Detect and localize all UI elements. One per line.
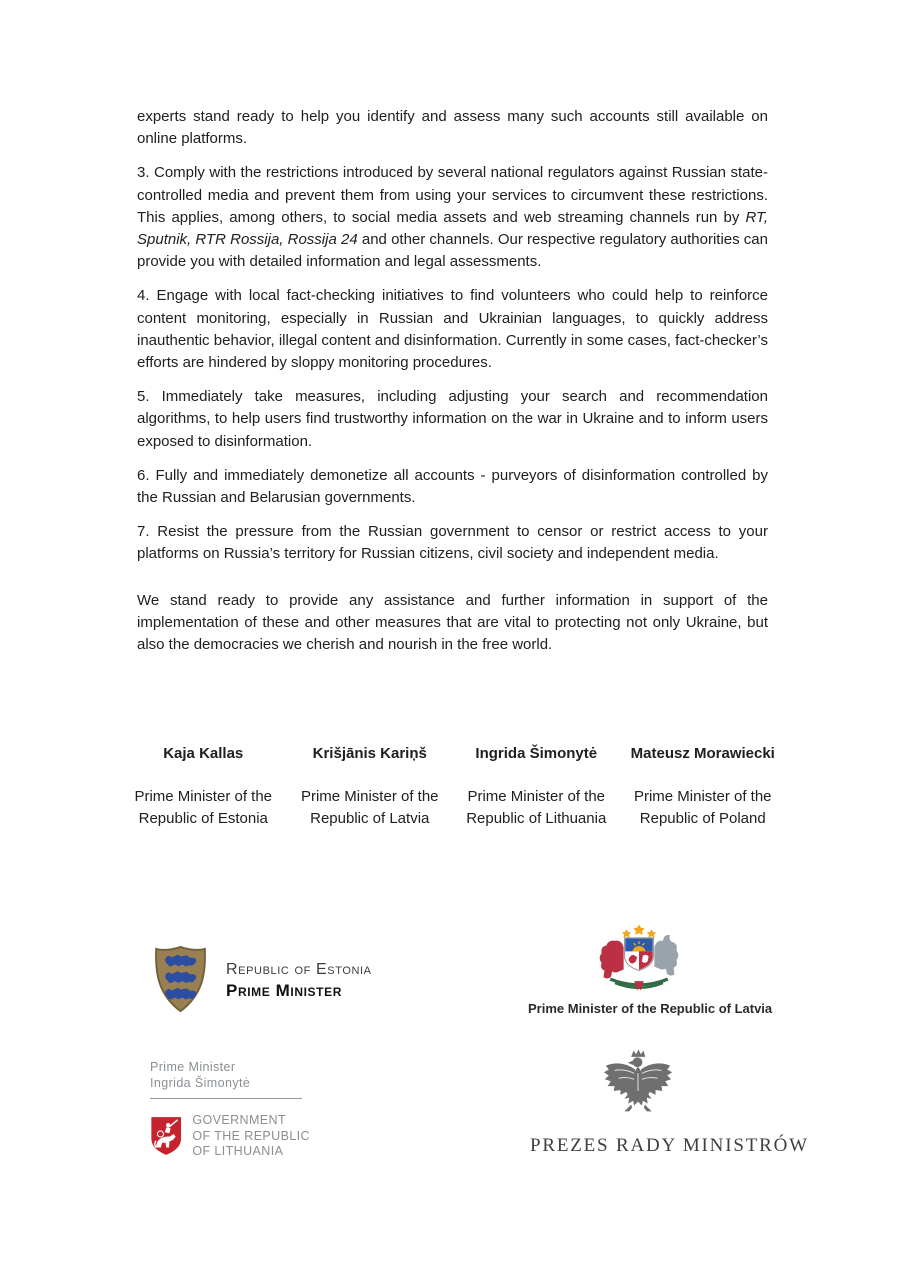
estonia-wordmark-line2: Prime Minister — [226, 980, 342, 1000]
signatory-estonia — [125, 745, 282, 829]
signatory-title — [292, 786, 449, 829]
signatory-title-line1: Prime Minister of the — [633, 788, 772, 805]
estonia-logo — [152, 944, 372, 1014]
signatory-poland — [625, 745, 782, 829]
lithuania-logo — [150, 1060, 310, 1165]
lithuania-gov-line1: GOVERNMENT — [192, 1113, 286, 1127]
signatory-name: Mateusz Morawiecki — [630, 745, 775, 762]
paragraph-item-6: 6. Fully and immediately demonetize all accounts - purveyors of disinformation controlled by the Russian and Belarusian governments. — [137, 466, 768, 507]
signatory-title-line2: Republic of Latvia — [310, 809, 430, 827]
latvia-coat-of-arms-icon — [591, 924, 687, 994]
signature-block — [125, 745, 781, 829]
paragraph-closing: We stand ready to provide any assistance and further information in support of the implementation of these and other measures that are vital to protecting not only Ukraine, but also the democracies we cherish and nourish in the free world. — [137, 591, 768, 654]
signatory-name: Ingrida Šimonytė — [475, 745, 598, 762]
paragraph-item-5: 5. Immediately take measures, including adjusting your search and recommendation algorithms, to help users find trustworthy information on the war in Ukraine and to inform users exposed to disinformation. — [137, 388, 768, 450]
lithuania-gov-line3: OF LITHUANIA — [192, 1144, 284, 1158]
signatory-lithuania — [458, 745, 615, 829]
estonia-coat-of-arms-icon — [152, 944, 209, 1014]
signatory-title-line2: Republic of Estonia — [138, 809, 268, 827]
signatory-latvia — [292, 745, 449, 829]
letter-body — [137, 106, 768, 668]
signatory-title-line1: Prime Minister of the — [467, 788, 606, 805]
estonia-wordmark-line1: Republic of Estonia — [226, 960, 372, 978]
paragraph-item-3-tail: and other channels. Our respective regulatory authorities can provide you with detailed information and legal assessments. — [137, 231, 768, 271]
paragraph-item-4: 4. Engage with local fact-checking initiatives to find volunteers who could help to reinforce content monitoring, especially in Russian and Ukrainian languages, to quickly address inauthentic behavior, illegal content and disinformation. Currently in some cases, fact-checker’s efforts are hindered by sloppy monitoring procedures. — [137, 287, 768, 372]
signatory-title-line2: Republic of Poland — [639, 809, 766, 827]
divider-line — [150, 1098, 302, 1099]
paragraph-intro: experts stand ready to help you identify and assess many such accounts still available on online platforms. — [137, 108, 768, 148]
estonia-wordmark — [226, 957, 372, 1002]
lithuania-pm-line2: Ingrida Šimonytė — [150, 1075, 251, 1090]
paragraph-item-3-text: 3. Comply with the restrictions introduced by several national regulators against Russian state-controlled media and prevent them from using your services to circumvent these restrictions. This applies, among others, to social media assets and web streaming channels run by — [137, 164, 768, 226]
signatory-title — [125, 786, 282, 829]
signatory-title-line2: Republic of Lithuania — [466, 809, 607, 827]
poland-eagle-icon — [599, 1048, 677, 1130]
lithuania-pm-line1: Prime Minister — [150, 1060, 236, 1074]
paragraph-item-7: 7. Resist the pressure from the Russian government to censor or restrict access to your platforms on Russia’s territory for Russian citizens, civil society and independent media. — [137, 523, 768, 563]
lithuania-gov-wordmark — [192, 1107, 310, 1160]
latvia-caption: Prime Minister of the Republic of Latvia — [528, 1001, 773, 1016]
lithuania-pm-name — [150, 1060, 310, 1091]
lithuania-gov-row — [150, 1107, 310, 1165]
poland-logo — [530, 1048, 809, 1157]
paragraph-item-3 — [137, 162, 768, 273]
media-channels-italic: RT, Sputnik, RTR Rossija, Rossija 24 — [137, 208, 768, 249]
signatory-name: Kaja Kallas — [163, 745, 244, 762]
signatory-title — [625, 786, 782, 829]
signatory-title-line1: Prime Minister of the — [134, 788, 273, 805]
signatory-title-line1: Prime Minister of the — [300, 788, 439, 805]
poland-caption: PREZES RADY MINISTRÓW — [530, 1135, 809, 1156]
signatory-title — [458, 786, 615, 829]
signatory-name: Krišjānis Kariņš — [312, 745, 427, 762]
lithuania-coat-of-arms-icon — [150, 1107, 182, 1165]
latvia-logo — [528, 924, 773, 1016]
lithuania-gov-line2: OF THE REPUBLIC — [192, 1128, 310, 1143]
